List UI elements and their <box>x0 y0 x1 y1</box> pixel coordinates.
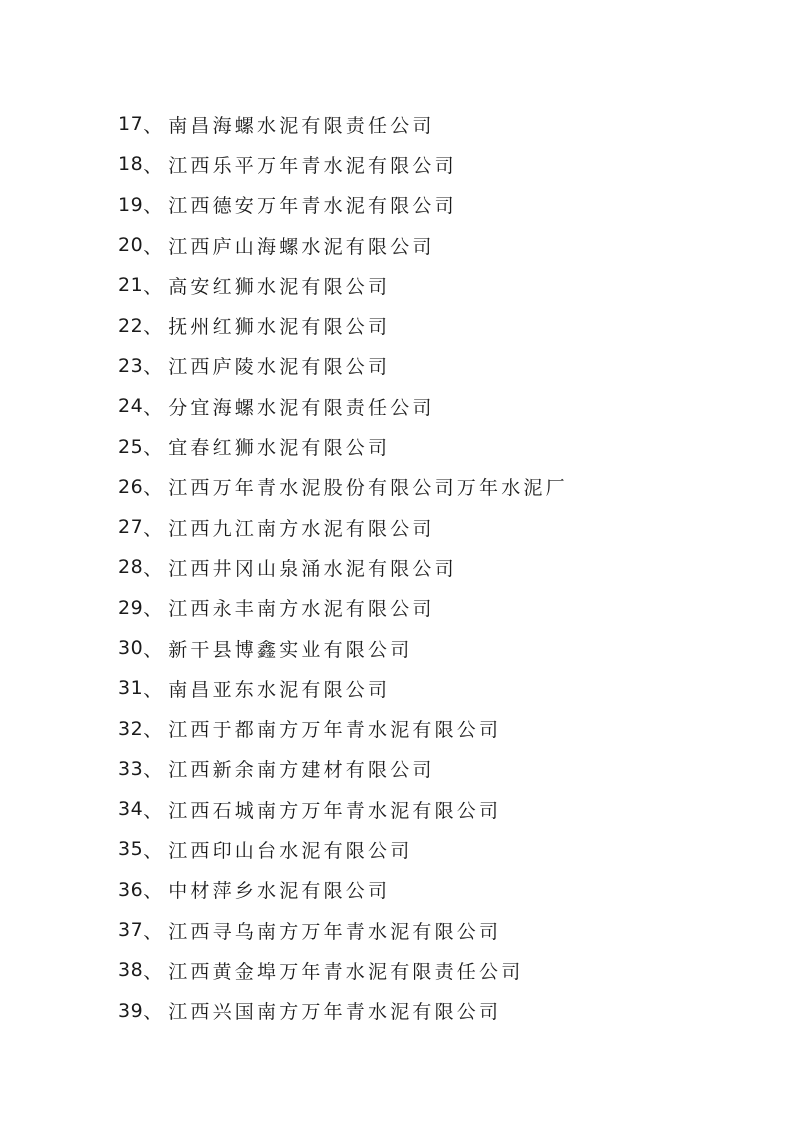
list-item <box>118 346 568 386</box>
list-item <box>118 708 568 748</box>
company-name: 江西九江南方水泥有限公司 <box>168 517 435 540</box>
item-number: 31 <box>118 677 144 700</box>
item-separator: 、 <box>143 920 163 943</box>
item-number: 35 <box>118 838 144 861</box>
item-number: 38 <box>118 959 144 982</box>
item-separator: 、 <box>143 598 163 621</box>
item-separator: 、 <box>143 517 163 540</box>
list-item <box>118 789 568 829</box>
item-number: 21 <box>118 274 144 297</box>
list-item <box>118 668 568 708</box>
company-name: 江西井冈山泉涌水泥有限公司 <box>168 557 457 580</box>
item-number: 26 <box>118 475 144 498</box>
item-number: 37 <box>118 919 144 942</box>
item-separator: 、 <box>143 839 163 862</box>
list-item <box>118 547 568 587</box>
item-separator: 、 <box>143 114 163 137</box>
item-separator: 、 <box>143 638 163 661</box>
item-separator: 、 <box>143 719 163 742</box>
item-separator: 、 <box>143 316 163 339</box>
item-number: 30 <box>118 637 144 659</box>
item-number: 22 <box>118 314 144 337</box>
item-number: 18 <box>118 153 144 176</box>
list-item <box>118 426 568 466</box>
item-number: 39 <box>118 999 144 1022</box>
item-number: 25 <box>118 435 144 458</box>
list-item <box>118 386 568 426</box>
list-item <box>118 991 568 1031</box>
list-item <box>118 104 568 144</box>
company-name: 江西万年青水泥股份有限公司万年水泥厂 <box>168 477 568 500</box>
company-name: 江西印山台水泥有限公司 <box>168 839 413 862</box>
company-name: 江西永丰南方水泥有限公司 <box>168 598 435 621</box>
company-name: 南昌海螺水泥有限责任公司 <box>168 114 435 137</box>
item-number: 17 <box>118 113 144 136</box>
company-name: 中材萍乡水泥有限公司 <box>168 880 391 903</box>
list-item <box>118 628 568 668</box>
item-separator: 、 <box>143 1001 163 1024</box>
item-separator: 、 <box>143 275 163 298</box>
list-item <box>118 467 568 507</box>
company-name: 分宜海螺水泥有限责任公司 <box>168 396 435 419</box>
company-name: 新干县博鑫实业有限公司 <box>168 638 413 661</box>
item-separator: 、 <box>143 960 163 983</box>
item-number: 23 <box>118 354 144 377</box>
list-item <box>118 265 568 305</box>
list-item <box>118 870 568 910</box>
list-item <box>118 829 568 869</box>
list-item <box>118 185 568 225</box>
company-name: 江西黄金埠万年青水泥有限责任公司 <box>168 960 524 983</box>
company-name: 江西乐平万年青水泥有限公司 <box>168 154 457 177</box>
company-name: 江西庐陵水泥有限公司 <box>168 356 391 379</box>
item-separator: 、 <box>143 678 163 701</box>
item-number: 29 <box>118 596 144 619</box>
item-separator: 、 <box>143 880 163 903</box>
item-number: 19 <box>118 193 144 216</box>
item-number: 36 <box>118 878 144 901</box>
item-separator: 、 <box>143 799 163 822</box>
item-number: 24 <box>118 395 144 418</box>
item-number: 20 <box>118 234 144 257</box>
list-item <box>118 144 568 184</box>
item-number: 32 <box>118 717 144 740</box>
company-name: 南昌亚东水泥有限公司 <box>168 678 391 701</box>
item-separator: 、 <box>143 195 163 218</box>
company-name: 宜春红狮水泥有限公司 <box>168 437 391 460</box>
list-item <box>118 225 568 265</box>
item-separator: 、 <box>143 557 163 580</box>
company-name: 江西新余南方建材有限公司 <box>168 759 435 782</box>
company-list <box>118 104 568 1031</box>
item-separator: 、 <box>143 396 163 419</box>
item-number: 27 <box>118 516 144 539</box>
item-separator: 、 <box>143 154 163 177</box>
item-number: 28 <box>118 556 144 579</box>
item-separator: 、 <box>143 477 163 500</box>
company-name: 江西德安万年青水泥有限公司 <box>168 195 457 218</box>
item-separator: 、 <box>143 759 163 782</box>
list-item <box>118 950 568 990</box>
company-name: 江西寻乌南方万年青水泥有限公司 <box>168 920 502 943</box>
item-separator: 、 <box>143 437 163 460</box>
item-separator: 、 <box>143 356 163 379</box>
company-name: 江西石城南方万年青水泥有限公司 <box>168 799 502 822</box>
item-number: 34 <box>118 798 144 821</box>
list-item <box>118 749 568 789</box>
list-item <box>118 305 568 345</box>
company-name: 江西兴国南方万年青水泥有限公司 <box>168 1001 502 1024</box>
list-item <box>118 507 568 547</box>
company-name: 高安红狮水泥有限公司 <box>168 275 391 298</box>
item-number: 33 <box>118 757 144 780</box>
list-item <box>118 910 568 950</box>
company-name: 抚州红狮水泥有限公司 <box>168 316 391 339</box>
item-separator: 、 <box>143 235 163 258</box>
company-name: 江西于都南方万年青水泥有限公司 <box>168 719 502 742</box>
list-item <box>118 588 568 628</box>
company-name: 江西庐山海螺水泥有限公司 <box>168 235 435 258</box>
